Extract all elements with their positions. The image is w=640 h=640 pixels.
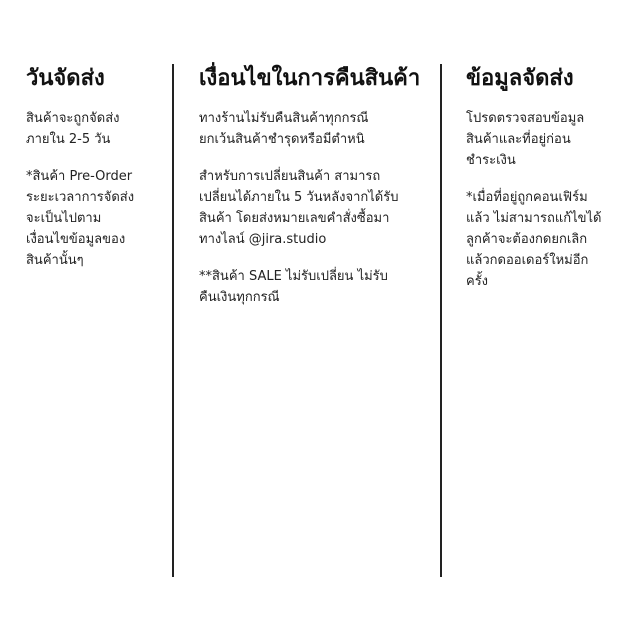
delivery-time-heading: วันจัดส่ง xyxy=(26,66,105,91)
shipping-info-column xyxy=(466,64,626,308)
verify-info-text: โปรดตรวจสอบข้อมูล สินค้าและที่อยู่ก่อน ชำระเงิน xyxy=(466,111,585,168)
delivery-time-column xyxy=(26,64,164,287)
address-confirm-note: *เมื่อที่อยู่ถูกคอนเฟิร์ม แล้ว ไม่สามารถแก้ไขได้ ลูกค้าจะต้องกดยกเลิก แล้วกดออเดอร์ใหม่อีก ครั้ง xyxy=(466,190,602,289)
shipping-info-heading: ข้อมูลจัดส่ง xyxy=(466,66,574,91)
preorder-note: *สินค้า Pre-Order ระยะเวลาการจัดส่ง จะเป็นไปตาม เงื่อนไขข้อมูลของ สินค้านั้นๆ xyxy=(26,169,135,268)
delivery-time-text: สินค้าจะถูกจัดส่ง ภายใน 2-5 วัน xyxy=(26,111,120,147)
exchange-text: สำหรับการเปลี่ยนสินค้า สามารถ เปลี่ยนได้ภายใน 5 วันหลังจากได้รับ สินค้า โดยส่งหมายเลขคำสั่งซื้อมา ทางไลน์ @jira.studio xyxy=(199,169,399,247)
return-policy-heading: เงื่อนไขในการคืนสินค้า xyxy=(199,66,421,91)
return-policy-column xyxy=(199,64,431,324)
no-return-text: ทางร้านไม่รับคืนสินค้าทุกกรณี ยกเว้นสินค้าชำรุดหรือมีตำหนิ xyxy=(199,111,369,147)
sale-note: **สินค้า SALE ไม่รับเปลี่ยน ไม่รับ คืนเงินทุกกรณี xyxy=(199,269,388,305)
column-divider xyxy=(172,64,174,577)
column-divider xyxy=(440,64,442,577)
